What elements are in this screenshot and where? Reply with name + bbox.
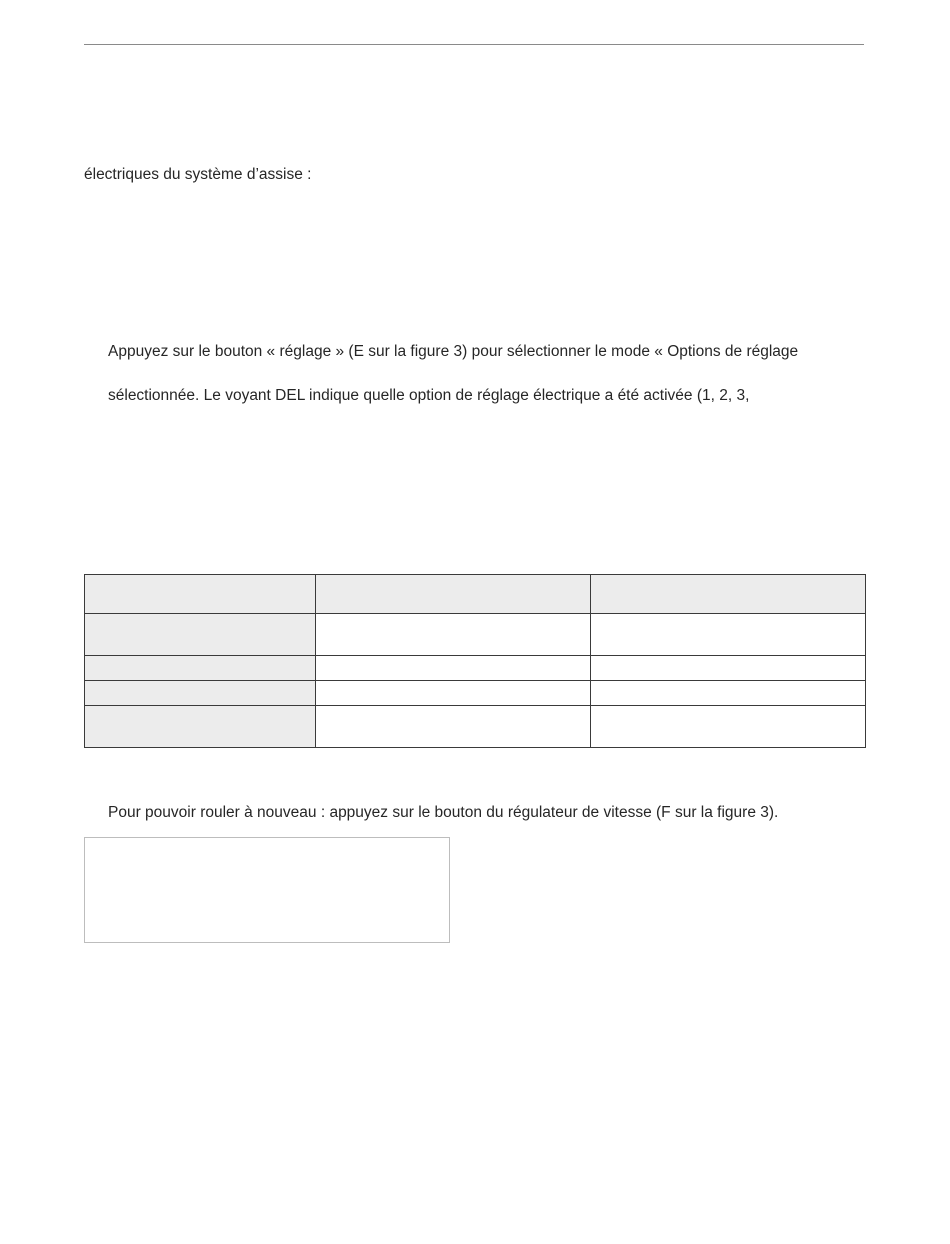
- settings-table: [84, 574, 866, 748]
- table-row-label: [85, 681, 316, 706]
- note-box: [84, 837, 450, 943]
- table-cell: [316, 706, 591, 748]
- table-cell: [591, 706, 866, 748]
- table-header-row: [85, 575, 866, 614]
- table-cell: [591, 575, 866, 614]
- table-cell: [591, 681, 866, 706]
- intro-text: électriques du système d’assise :: [84, 166, 312, 183]
- table-row: [85, 706, 866, 748]
- table-cell: [591, 614, 866, 656]
- table-row: [85, 614, 866, 656]
- table-cell: [316, 656, 591, 681]
- table-cell: [85, 575, 316, 614]
- table-row: [85, 681, 866, 706]
- table-row: [85, 656, 866, 681]
- table-row-label: [85, 656, 316, 681]
- table-cell: [591, 656, 866, 681]
- resume-instruction: Pour pouvoir rouler à nouveau : appuyez sur le bouton du régulateur de vitesse (F sur la figure 3).: [108, 804, 779, 821]
- table-row-label: [85, 614, 316, 656]
- table-cell: [316, 614, 591, 656]
- table-cell: [316, 575, 591, 614]
- instruction-line-1: Appuyez sur le bouton « réglage » (E sur la figure 3) pour sélectionner le mode « Options de réglage: [108, 343, 799, 360]
- instruction-line-2: sélectionnée. Le voyant DEL indique quelle option de réglage électrique a été activée (1, 2, 3,: [108, 387, 750, 404]
- header-rule: [84, 44, 864, 45]
- table-row-label: [85, 706, 316, 748]
- table-cell: [316, 681, 591, 706]
